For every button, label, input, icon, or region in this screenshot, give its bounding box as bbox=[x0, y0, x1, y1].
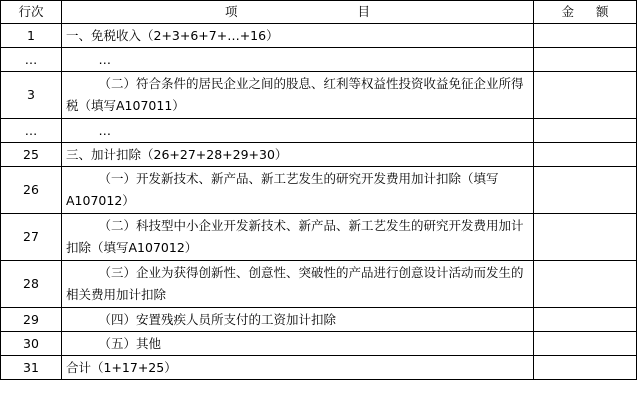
row-number: … bbox=[1, 119, 62, 143]
header-amount-part1: 金 bbox=[561, 4, 574, 19]
header-item-part2: 目 bbox=[357, 4, 371, 19]
table-header-row bbox=[1, 1, 637, 24]
header-item bbox=[62, 1, 534, 24]
table-row bbox=[1, 214, 637, 261]
row-number: 26 bbox=[1, 167, 62, 214]
row-amount[interactable] bbox=[534, 332, 637, 356]
row-amount[interactable] bbox=[534, 24, 637, 48]
row-amount[interactable] bbox=[534, 356, 637, 380]
row-number: 29 bbox=[1, 308, 62, 332]
table-row bbox=[1, 48, 637, 72]
table-row bbox=[1, 308, 637, 332]
row-item: （二）科技型中小企业开发新技术、新产品、新工艺发生的研究开发费用加计扣除（填写A107012） bbox=[62, 214, 534, 261]
row-amount[interactable] bbox=[534, 214, 637, 261]
row-number: 28 bbox=[1, 261, 62, 308]
table-row bbox=[1, 119, 637, 143]
row-item: （一）开发新技术、新产品、新工艺发生的研究开发费用加计扣除（填写A107012） bbox=[62, 167, 534, 214]
row-item: （五）其他 bbox=[62, 332, 534, 356]
row-amount[interactable] bbox=[534, 48, 637, 72]
table-row bbox=[1, 143, 637, 167]
row-item: 一、免税收入（2+3+6+7+…+16） bbox=[62, 24, 534, 48]
table-row bbox=[1, 356, 637, 380]
row-number: 27 bbox=[1, 214, 62, 261]
table-row bbox=[1, 261, 637, 308]
row-item: 合计（1+17+25） bbox=[62, 356, 534, 380]
row-amount[interactable] bbox=[534, 261, 637, 308]
row-number: 3 bbox=[1, 72, 62, 119]
header-amount-part2: 额 bbox=[596, 4, 609, 19]
row-number: … bbox=[1, 48, 62, 72]
table-row bbox=[1, 72, 637, 119]
row-item: … bbox=[62, 48, 534, 72]
row-amount[interactable] bbox=[534, 119, 637, 143]
row-amount[interactable] bbox=[534, 167, 637, 214]
table-row bbox=[1, 167, 637, 214]
row-number: 31 bbox=[1, 356, 62, 380]
row-item: 三、加计扣除（26+27+28+29+30） bbox=[62, 143, 534, 167]
header-item-part1: 项 bbox=[224, 4, 238, 19]
header-row-number: 行次 bbox=[1, 1, 62, 24]
row-number: 30 bbox=[1, 332, 62, 356]
row-amount[interactable] bbox=[534, 143, 637, 167]
row-amount[interactable] bbox=[534, 72, 637, 119]
row-item: （二）符合条件的居民企业之间的股息、红利等权益性投资收益免征企业所得税（填写A107011） bbox=[62, 72, 534, 119]
row-item: （四）安置残疾人员所支付的工资加计扣除 bbox=[62, 308, 534, 332]
row-number: 1 bbox=[1, 24, 62, 48]
header-amount bbox=[534, 1, 637, 24]
row-number: 25 bbox=[1, 143, 62, 167]
table-row bbox=[1, 24, 637, 48]
row-amount[interactable] bbox=[534, 308, 637, 332]
table-row bbox=[1, 332, 637, 356]
row-item: … bbox=[62, 119, 534, 143]
row-item: （三）企业为获得创新性、创意性、突破性的产品进行创意设计活动而发生的相关费用加计扣除 bbox=[62, 261, 534, 308]
